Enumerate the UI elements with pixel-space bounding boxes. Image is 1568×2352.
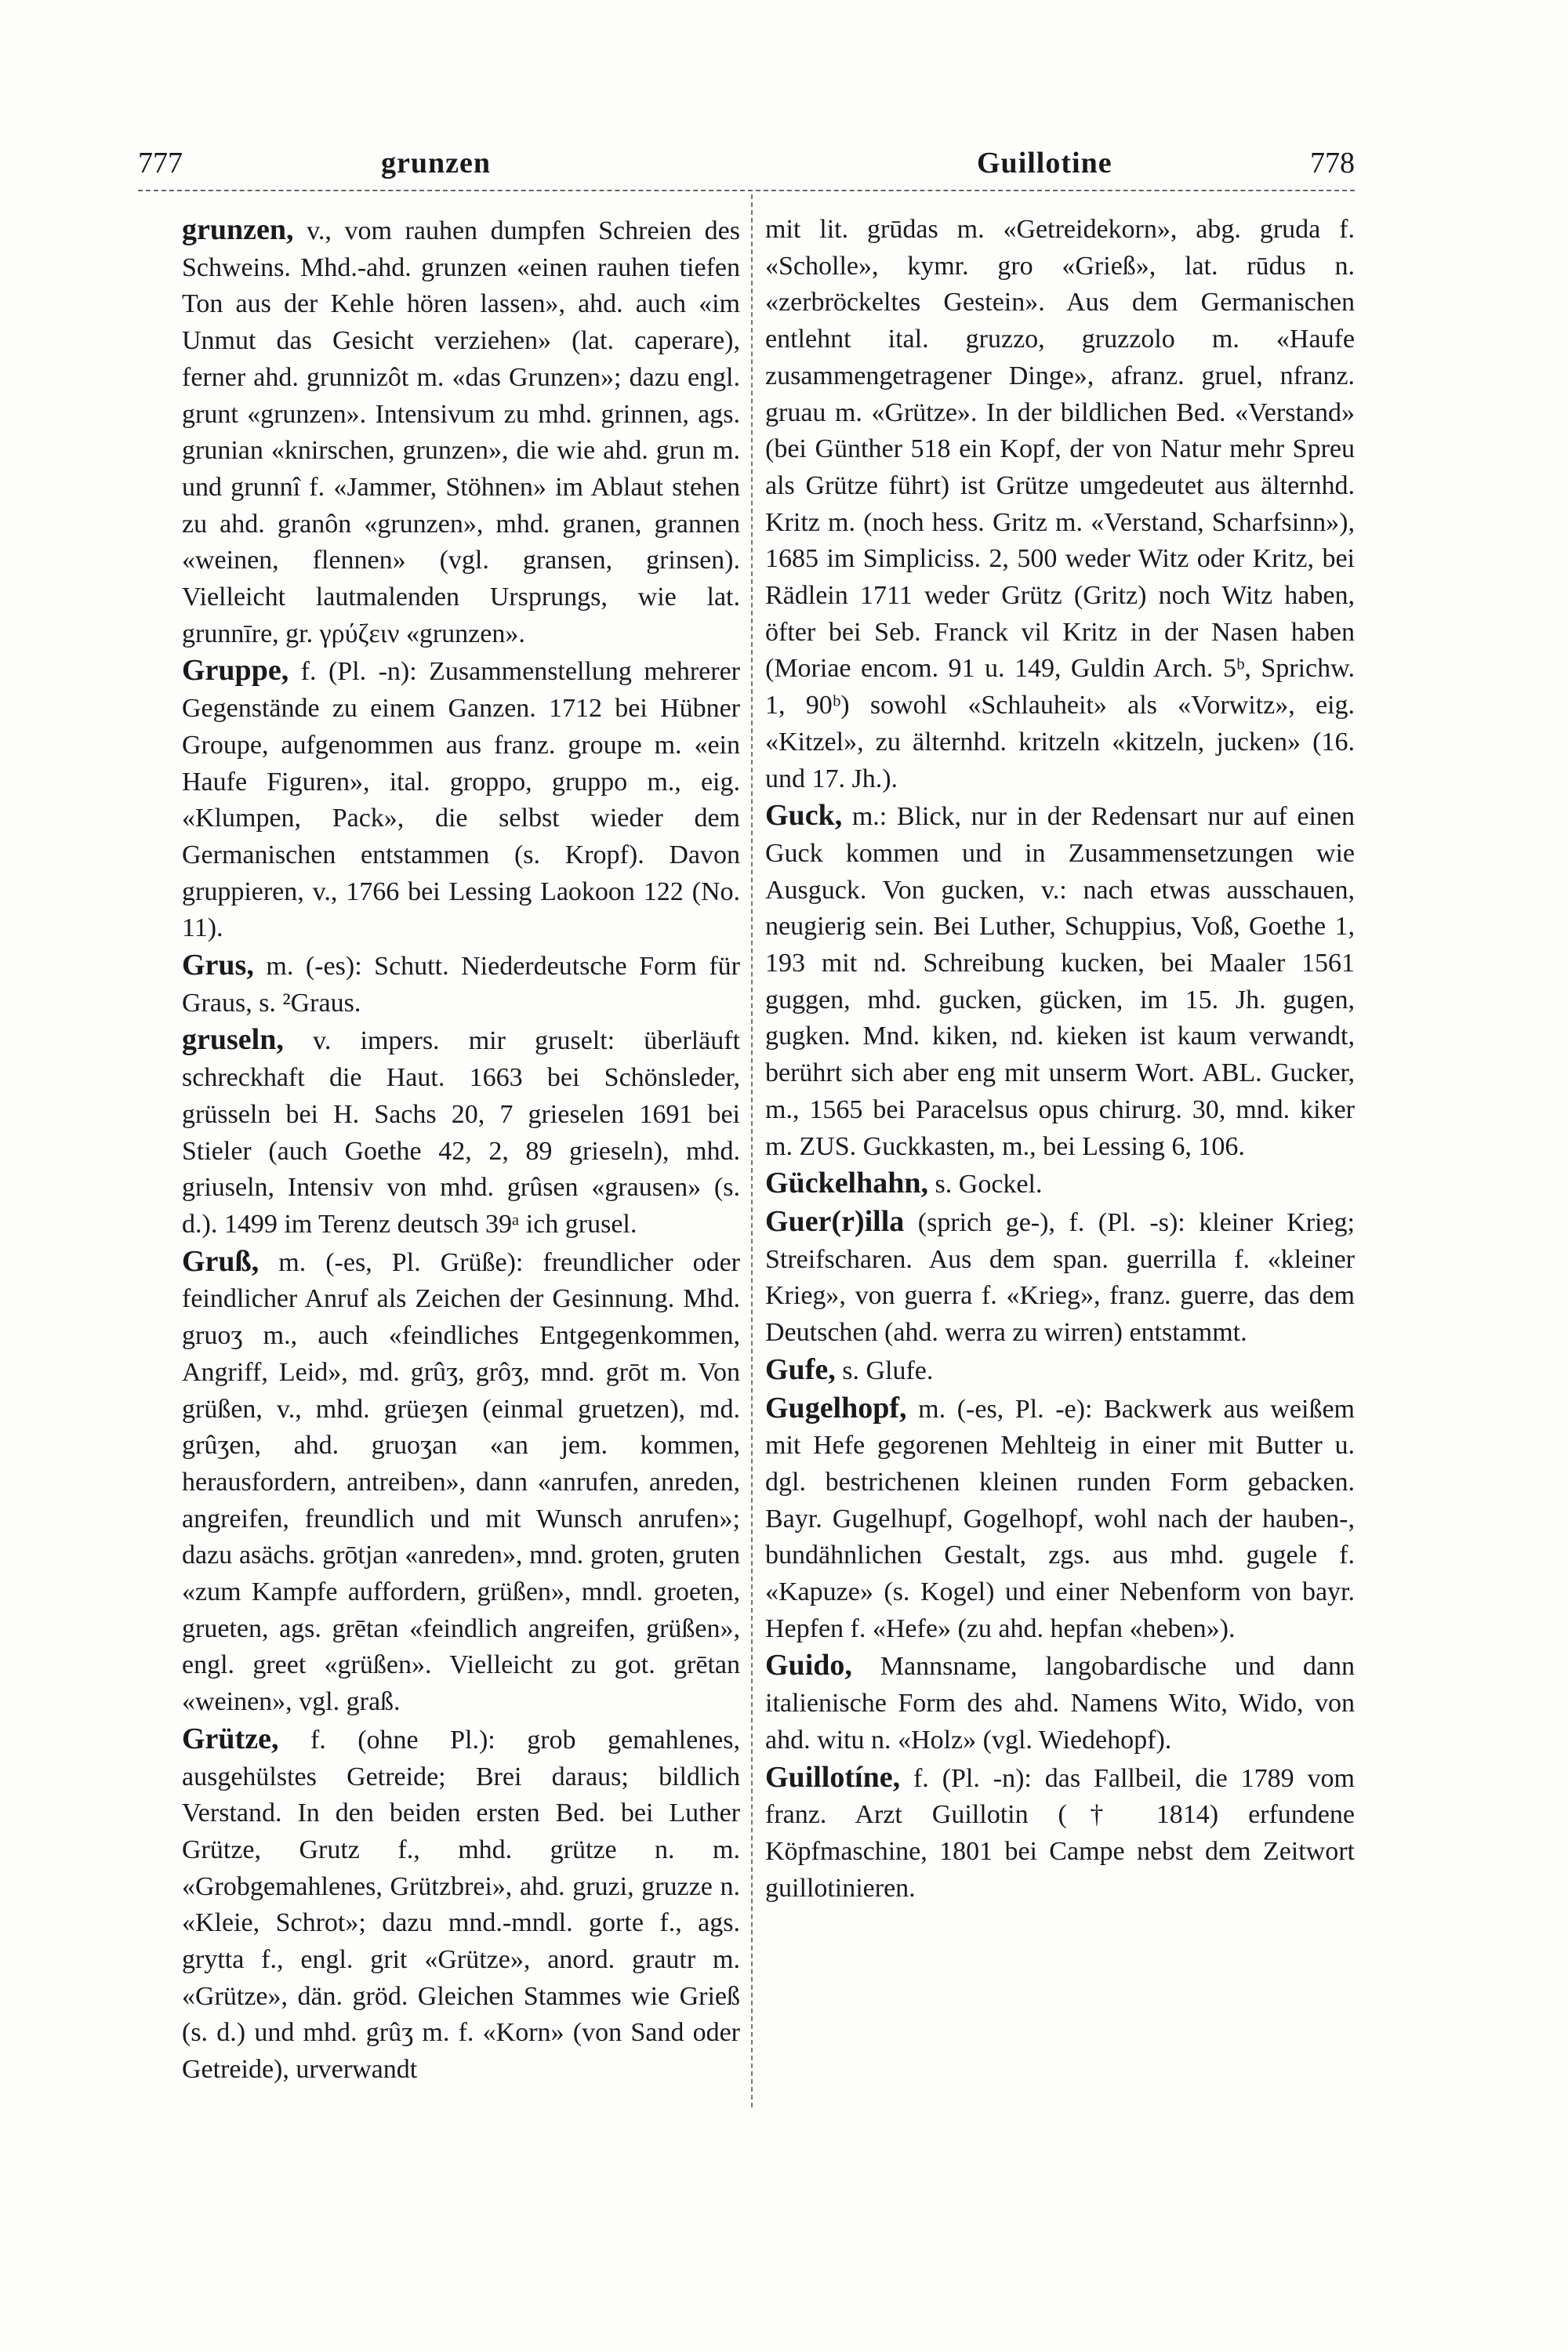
dictionary-entry [765,212,1355,797]
entry-headword: gruseln, [182,1023,284,1057]
page-number-left: 777 [138,147,183,180]
entry-headword: Gugelhopf, [765,1391,907,1425]
entry-text: mit lit. grūdas m. «Getreidekorn», abg. gruda f. «Scholle», kymr. gro «Grieß», lat. rūdus n. «zerbröckeltes Gestein». Aus dem Germanischen entlehnt ital. gruzzo, gruzzolo m. «Haufe zusammengetragener Dinge», afranz. gruel, nfranz. gruau m. «Grütze». In der bildlichen Bed. «Verstand» (bei Günther 518 ein Kopf, der von Natur mehr Spreu als Grütze führt) ist Grütze umgedeutet aus älternhd. Kritz m. (noch hess. Gritz m. «Verstand, Scharfsinn»), 1685 im Simpliciss. 2, 500 weder Witz oder Kritz, bei Rädlein 1711 weder Grütz (Gritz) noch Witz haben, öfter bei Seb. Franck vil Kritz in der Nasen haben (Moriae encom. 91 u. 149, Guldin Arch. 5ᵇ, Sprichw. 1, 90ᵇ) sowohl «Schlauheit» als «Vorwitz», eig. «Kitzel», zu älternhd. kritzeln «kitzeln, jucken» (16. und 17. Jh.). [765,215,1355,793]
entry-text: s. Gockel. [935,1170,1043,1200]
running-head-right: Guillotine [977,147,1112,180]
entry-text: m. (-es, Pl. Grüße): freundlicher oder feindlicher Anruf als Zeichen der Gesinnung. Mhd. gruoʒ m., auch «feindliches Entgegenkommen, Angriff, Leid», md. grûʒ, grôʒ, mnd. grōt m. Von grüßen, v., mhd. grüeʒen (einmal gruetzen), md. grûʒen, ahd. gruoʒan «an jem. kommen, herausfordern, antreiben», dann «anrufen, anreden, angreifen, freundlich und mit Wunsch anrufen»; dazu asächs. grōtjan «anreden», mnd. groten, gruten «zum Kampfe auffordern, grüßen», mndl. groeten, grueten, ags. grētan «feindlich angreifen, grüßen», engl. greet «grüßen». Vielleicht zu got. grētan «weinen», vgl. graß. [182,1247,740,1717]
entry-text: (sprich ge-), f. (Pl. -s): kleiner Krieg; Streifscharen. Aus dem span. guerrilla f. «kleiner Krieg», von guerra f. «Krieg», franz. guerre, das dem Deutschen (ahd. werra zu wirren) entstammt. [765,1207,1355,1348]
entry-text: v., vom rauhen dumpfen Schreien des Schweins. Mhd.-ahd. grunzen «einen rauhen tiefen Ton aus der Kehle hören lassen», ahd. auch «im Unmut das Gesicht verziehen» (lat. caperare), ferner ahd. grunnizôt m. «das Grunzen»; dazu engl. grunt «grunzen». Intensivum zu mhd. grinnen, ags. grunian «knirschen, grunzen», die wie ahd. grun m. und grunnî f. «Jammer, Stöhnen» im Ablaut stehen zu ahd. granôn «grunzen», mhd. granen, grannen «weinen, flennen» (vgl. gransen, grinsen). Vielleicht lautmalenden Ursprungs, wie lat. grunnīre, gr. γρύζειν «grunzen». [182,216,741,648]
column-divider [751,194,753,2107]
entry-headword: Guer(r)illa [765,1204,905,1238]
entry-text: v. impers. mir gruselt: überläuft schreckhaft die Haut. 1663 bei Schönsleder, grüsseln bei H. Sachs 20, 7 grieselen 1691 bei Stieler (auch Goethe 42, 2, 89 grieseln), mhd. griuseln, Intensiv von mhd. grûsen «grausen» (s. d.). 1499 im Terenz deutsch 39ᵃ ich grusel. [182,1026,741,1239]
dictionary-entry [182,1721,740,2089]
entry-headword: Gufe, [765,1352,836,1386]
entry-headword: Grütze, [182,1722,279,1755]
entry-headword: Guck, [765,799,843,833]
entry-text: f. (ohne Pl.): grob gemahlenes, ausgehülstes Getreide; Brei daraus; bildlich Verstand. In den beiden ersten Bed. bei Luther Grütze, Grutz f., mhd. grütze n. m. «Grobgemahlenes, Grützbrei», ahd. gruzi, gruzze n. «Kleie, Schrot»; dazu mnd.-mndl. gorte f., ags. grytta f., engl. grit «Grütze», anord. grautr m. «Grütze», dän. gröd. Gleichen Stammes wie Grieß (s. d.) und mhd. grûʒ m. f. «Korn» (von Sand oder Getreide), urverwandt [182,1725,741,2085]
dictionary-entry [765,1165,1355,1203]
entry-headword: Guido, [765,1649,852,1682]
entry-text: m. (-es, Pl. -e): Backwerk aus weißem mit Hefe gegorenen Mehlteig in einer mit Butter u. dgl. bestrichenen kleinen runden Form gebacken. Bayr. Gugelhupf, Gogelhopf, wohl nach der hauben-, bundähnlichen Gestalt, zgs. aus mhd. gugele f. «Kapuze» (s. Kogel) und einer Nebenform von bayr. Hepfen f. «Hefe» (zu ahd. hepfan «heben»). [765,1394,1355,1643]
dictionary-entry [182,1243,740,1721]
dictionary-entry [765,1390,1355,1648]
dictionary-entry [765,1352,1355,1390]
entry-text: f. (Pl. -n): das Fallbeil, die 1789 vom franz. Arzt Guillotin († 1814) erfundene Köpfmaschine, 1801 bei Campe nebst dem Zeitwort guillotinieren. [765,1763,1356,1903]
entry-headword: Grus, [182,949,254,982]
dictionary-entry [765,797,1355,1165]
entry-text: Mannsname, langobardische und dann italienische Form des ahd. Namens Wito, Wido, von ahd. witu n. «Holz» (vgl. Wiedehopf). [765,1652,1355,1755]
dictionary-entry [765,1203,1355,1352]
entry-headword: Guillotíne, [765,1760,901,1794]
entry-text: f. (Pl. -n): Zusammenstellung mehrerer Gegenstände zu einem Ganzen. 1712 bei Hübner Groupe, aufgenommen aus franz. groupe m. «ein Haufe Figuren», ital. groppo, gruppo m., eig. «Klumpen, Pack», die selbst wieder dem Germanischen entstammen (s. Kropf). Davon gruppieren, v., 1766 bei Lessing Laokoon 122 (No. 11). [182,657,741,943]
entry-text: s. Glufe. [842,1356,934,1385]
entry-text: m. (-es): Schutt. Niederdeutsche Form für Graus, s. ²Graus. [182,952,740,1018]
dictionary-entry [765,1647,1355,1759]
entry-headword: Gruppe, [182,654,289,688]
dictionary-entry [182,212,740,652]
dictionary-entry [182,947,740,1022]
entry-headword: Gruß, [182,1244,260,1278]
header-rule [138,190,1355,191]
page-header [138,146,1355,196]
running-head-left: grunzen [381,147,491,180]
entry-text: m.: Blick, nur in der Redensart nur auf einen Guck kommen und in Zusammensetzungen wie Ausguck. Von gucken, v.: nach etwas ausschauen, neugierig sein. Bei Luther, Schuppius, Voß, Goethe 1, 193 mit nd. Schreibung kucken, bei Maaler 1561 guggen, mhd. gucken, gücken, im 15. Jh. gugen, gugken. Mnd. kiken, nd. kieken ist kaum verwandt, berührt sich aber eng mit unserm Wort. ABL. Gucker, m., 1565 bei Paracelsus opus chirurg. 30, mnd. kiker m. ZUS. Guckkasten, m., bei Lessing 6, 106. [765,802,1355,1161]
entry-headword: Gückelhahn, [765,1167,929,1200]
page-number-right: 778 [1310,147,1355,180]
dictionary-entry [182,652,740,947]
dictionary-entry [765,1759,1355,1907]
right-column [765,212,1355,1907]
left-column [182,212,740,2089]
entry-headword: grunzen, [182,213,294,246]
dictionary-entry [182,1022,740,1243]
